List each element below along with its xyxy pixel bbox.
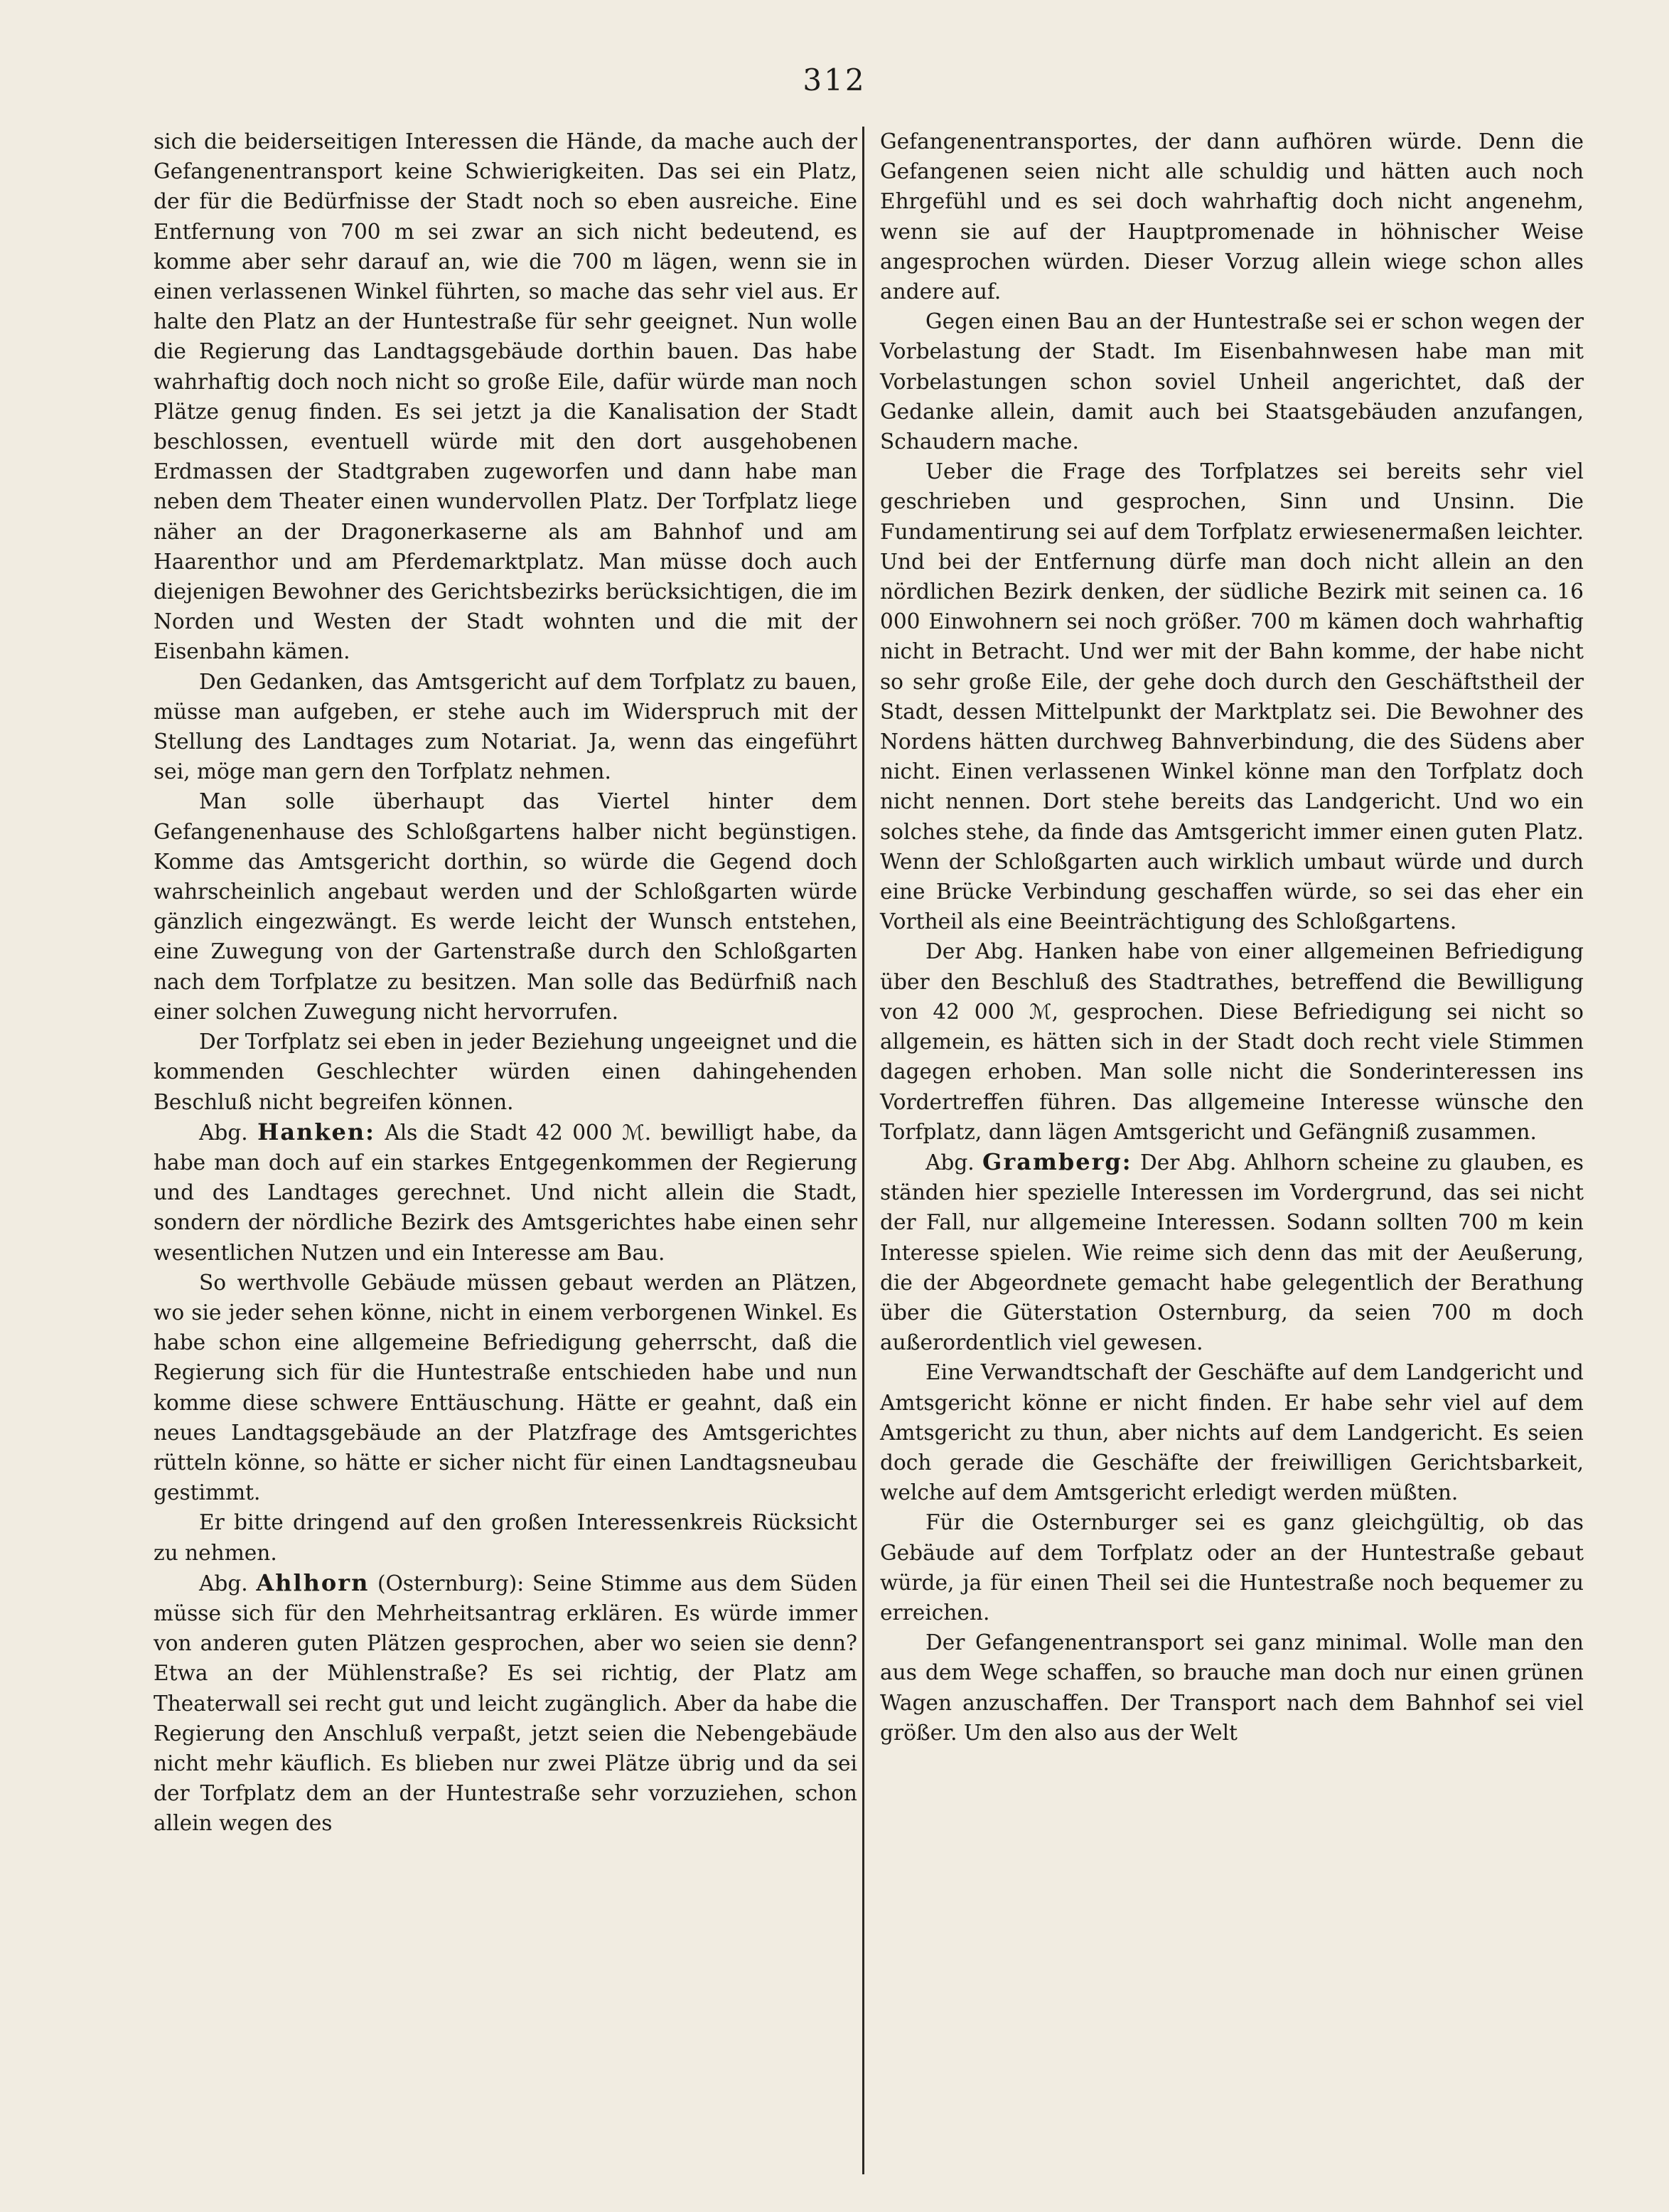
paragraph [154, 667, 857, 787]
paragraph [154, 1117, 857, 1268]
paragraph-text: Der Torfplatz sei eben in jeder Beziehung ungeeignet und die kommenden Geschlechter würden einen dahingehenden Beschluß nicht begreifen können. [154, 1030, 857, 1114]
paragraph-text: Abg. [199, 1571, 257, 1596]
paragraph-text: So werthvolle Gebäude müssen gebaut werden an Plätzen, wo sie jeder sehen könne, nicht in einem verborgenen Winkel. Es habe schon eine allgemeine Befriedigung geherrscht, daß die Regierung sich für die Huntestraße entschieden habe und nun komme diese schwere Enttäuschung. Hätte er geahnt, daß ein neues Landtagsgebäude an der Platzfrage des Amtsgerichtes rütteln könne, so hätte er sicher nicht für einen Landtagsneubau gestimmt. [154, 1270, 857, 1505]
paragraph-text: (Osternburg): Seine Stimme aus dem Süden müsse sich für den Mehrheitsantrag erklären. Es würde immer von anderen guten Plätzen gesprochen, aber wo seien sie denn? Etwa an der Mühlenstraße? Es sei richtig, der Platz am Theaterwall sei recht gut und leicht zugänglich. Aber da habe die Regierung den Anschluß verpaßt, jetzt seien die Nebengebäude nicht mehr käuflich. Es blieben nur zwei Plätze übrig und da sei der Torfplatz dem an der Huntestraße sehr vorzuziehen, schon allein wegen des [154, 1571, 858, 1836]
paragraph [880, 306, 1584, 456]
paragraph-text: Man solle überhaupt das Viertel hinter dem Gefangenenhause des Schloßgartens halber nicht begünstigen. Komme das Amtsgericht dorthin, so würde die Gegend doch wahrscheinlich angebaut werden und der Schloßgarten würde gänzlich eingezwängt. Es werde leicht der Wunsch entstehen, eine Zuwegung von der Gartenstraße durch den Schloßgarten nach dem Torfplatze zu besitzen. Man solle das Bedürfniß nach einer solchen Zuwegung nicht hervorrufen. [154, 789, 857, 1024]
paragraph-text: Der Gefangenentransport sei ganz minimal. Wolle man den aus dem Wege schaffen, so brauche man doch nur einen grünen Wagen anzuschaffen. Der Transport nach dem Bahnhof sei viel größer. Um den also aus der Welt [880, 1630, 1584, 1745]
paragraph [154, 1027, 857, 1117]
paragraph-text: Der Abg. Ahlhorn scheine zu glauben, es ständen hier spezielle Interessen im Vordergrund, das sei nicht der Fall, nur allgemeine Interessen. Sodann sollten 700 m kein Interesse spielen. Wie reime sich denn das mit der Aeußerung, die der Abgeordnete gemacht habe gelegentlich der Berathung über die Güterstation Osternburg, da seien 700 m doch außerordentlich viel gewesen. [880, 1150, 1584, 1355]
speaker-name: Ahlhorn [256, 1569, 370, 1596]
paragraph [154, 127, 857, 667]
speaker-name: Hanken: [257, 1118, 375, 1145]
left-column [154, 127, 857, 1839]
paragraph-text: sich die beiderseitigen Interessen die Hände, da mache auch der Gefangenentransport keine Schwierigkeiten. Das sei ein Platz, der für die Bedürfnisse der Stadt noch so eben ausreiche. Eine Entfernung von 700 m sei zwar an sich nicht bedeutend, es komme aber sehr darauf an, wie die 700 m lägen, wenn sie in einen verlassenen Winkel führten, so mache das sehr viel aus. Er halte den Platz an der Huntestraße für sehr geeignet. Nun wolle die Regierung das Landtagsgebäude dorthin bauen. Das habe wahrhaftig doch noch nicht so große Eile, dafür würde man noch Plätze genug finden. Es sei jetzt ja die Kanalisation der Stadt beschlossen, eventuell würde mit den dort ausgehobenen Erdmassen der Stadtgraben zugeworfen und dann habe man neben dem Theater einen wundervollen Platz. Der Torfplatz liege näher an der Dragonerkaserne als am Bahnhof und am Haarenthor und am Pferdemarktplatz. Man müsse doch auch diejenigen Bewohner des Gerichtsbezirks berücksichtigen, die im Norden und Westen der Stadt wohnten und die mit der Eisenbahn kämen. [154, 129, 857, 664]
paragraph-text: Ueber die Frage des Torfplatzes sei bereits sehr viel geschrieben und gesprochen, Sinn und Unsinn. Die Fundamentirung sei auf dem Torfplatz erwiesenermaßen leichter. Und bei der Entfernung dürfe man doch nicht allein an den nördlichen Bezirk denken, der südliche Bezirk mit seinen ca. 16 000 Einwohnern sei noch größer. 700 m kämen doch wahrhaftig nicht in Betracht. Und wer mit der Bahn komme, der habe nicht so sehr große Eile, der gehe doch durch den Geschäftstheil der Stadt, dessen Mittelpunkt der Marktplatz sei. Die Bewohner des Nordens hätten durchweg Bahnverbindung, die des Südens aber nicht. Einen verlassenen Winkel könne man den Torfplatz doch nicht nennen. Dort stehe bereits das Landgericht. Und wo ein solches stehe, da finde das Amtsgericht immer einen guten Platz. Wenn der Schloßgarten auch wirklich umbaut würde und durch eine Brücke Verbindung geschaffen würde, so sei das eher ein Vortheil als eine Beeinträchtigung des Schloßgartens. [880, 459, 1584, 934]
paragraph [880, 456, 1584, 936]
column-divider [862, 127, 864, 2174]
page-number: 312 [803, 63, 866, 97]
paragraph-text: Gegen einen Bau an der Huntestraße sei er schon wegen der Vorbelastung der Stadt. Im Eisenbahnwesen habe man mit Vorbelastungen schon soviel Unheil angerichtet, daß der Gedanke allein, damit auch bei Staatsgebäuden anzufangen, Schaudern mache. [880, 309, 1584, 454]
paragraph-text: Er bitte dringend auf den großen Interessenkreis Rücksicht zu nehmen. [154, 1510, 857, 1565]
paragraph-text: Für die Osternburger sei es ganz gleichgültig, ob das Gebäude auf dem Torfplatz oder an der Huntestraße gebaut würde, ja für einen Theil sei die Huntestraße noch bequemer zu erreichen. [880, 1510, 1584, 1625]
paragraph-text: Eine Verwandtschaft der Geschäfte auf dem Landgericht und Amtsgericht könne er nicht finden. Er habe sehr viel auf dem Amtsgericht zu thun, aber nichts auf dem Landgericht. Es seien doch gerade die Geschäfte der freiwilligen Gerichtsbarkeit, welche auf dem Amtsgericht erledigt werden müßten. [880, 1360, 1584, 1505]
paragraph [880, 127, 1584, 306]
right-column [880, 127, 1584, 1748]
paragraph-text: Abg. [199, 1120, 258, 1145]
speaker-name: Gramberg: [982, 1148, 1132, 1175]
paragraph [880, 1628, 1584, 1748]
paragraph-text: Den Gedanken, das Amtsgericht auf dem Torfplatz zu bauen, müsse man aufgeben, er stehe auch im Widerspruch mit der Stellung des Landtages zum Notariat. Ja, wenn das eingeführt sei, möge man gern den Torfplatz nehmen. [154, 669, 857, 784]
paragraph [154, 1507, 857, 1567]
paragraph [154, 786, 857, 1027]
paragraph [154, 1568, 857, 1839]
paragraph-text: Der Abg. Hanken habe von einer allgemeinen Befriedigung über den Beschluß des Stadtrathes, betreffend die Bewilligung von 42 000 ℳ, gesprochen. Diese Befriedigung sei nicht so allgemein, es hätten sich in der Stadt doch recht viele Stimmen dagegen erhoben. Man solle nicht die Sonderinteressen ins Vordertreffen führen. Das allgemeine Interesse wünsche den Torfplatz, dann lägen Amtsgericht und Gefängniß zusammen. [880, 939, 1584, 1144]
paragraph-text: Als die Stadt 42 000 ℳ. bewilligt habe, da habe man doch auf ein starkes Entgegenkommen der Regierung und des Landtages gerechnet. Und nicht allein die Stadt, sondern der nördliche Bezirk des Amtsgerichtes habe einen sehr wesentlichen Nutzen und ein Interesse am Bau. [154, 1120, 857, 1265]
paragraph-text: Abg. [925, 1150, 983, 1175]
paragraph [880, 936, 1584, 1146]
paragraph [880, 1507, 1584, 1628]
paragraph [154, 1268, 857, 1508]
paragraph [880, 1147, 1584, 1357]
paragraph [880, 1357, 1584, 1507]
paragraph-text: Gefangenentransportes, der dann aufhören würde. Denn die Gefangenen seien nicht alle schuldig und hätten auch noch Ehrgefühl und es sei doch wahrhaftig doch nicht angenehm, wenn sie auf der Hauptpromenade in höhnischer Weise angesprochen würden. Dieser Vorzug allein wiege schon alles andere auf. [880, 129, 1584, 304]
